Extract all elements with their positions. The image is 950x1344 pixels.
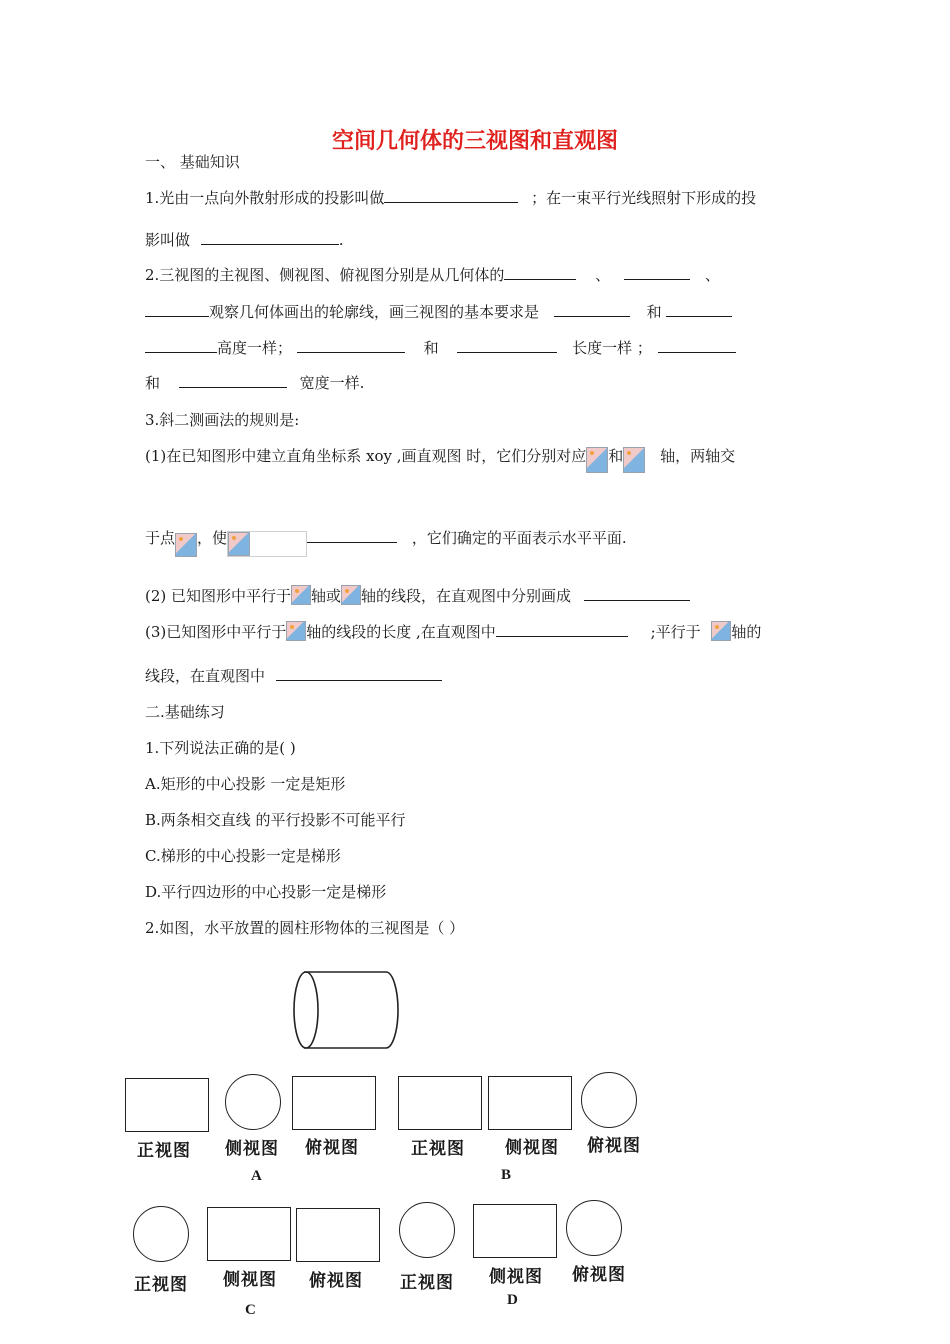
separator: 、 xyxy=(595,266,611,284)
option-c-label[interactable]: C xyxy=(245,1302,256,1318)
option-c-side-view-rectangle xyxy=(207,1207,291,1261)
question-1-line-1 xyxy=(145,188,756,208)
question-text: 轴或 xyxy=(311,587,342,605)
option-a-side-view-circle xyxy=(225,1074,281,1130)
answer-blank[interactable] xyxy=(584,586,690,601)
answer-blank[interactable] xyxy=(276,666,442,681)
option-b-side-view-label: 侧视图 xyxy=(505,1138,559,1158)
question-3-rule-2 xyxy=(145,585,690,606)
question-text: 于点 xyxy=(145,529,176,547)
answer-blank[interactable] xyxy=(201,230,339,245)
option-b-front-view-rectangle xyxy=(398,1076,482,1130)
option-b-top-view-label: 俯视图 xyxy=(587,1136,641,1156)
question-2-line-4 xyxy=(145,373,364,393)
question-3-rule-1-line-2 xyxy=(145,528,627,557)
broken-image-icon xyxy=(175,533,197,557)
answer-blank[interactable] xyxy=(504,265,576,280)
option-d-top-view-circle xyxy=(566,1200,622,1256)
exercise-1-option-a: A.矩形的中心投影 一定是矩形 xyxy=(145,775,346,793)
option-d-side-view-label: 侧视图 xyxy=(489,1267,543,1287)
option-b-front-view-label: 正视图 xyxy=(411,1139,465,1159)
question-text: 轴的线段，在直观图中分别画成 xyxy=(361,587,572,605)
broken-image-icon xyxy=(711,621,731,641)
question-2-line-2 xyxy=(145,302,732,322)
question-text: (3)已知图形中平行于 xyxy=(145,623,287,641)
answer-blank[interactable] xyxy=(384,188,518,203)
question-text: 轴的 xyxy=(731,623,762,641)
question-text: 线段，在直观图中 xyxy=(145,667,266,685)
question-2-line-1 xyxy=(145,265,720,285)
question-text: ;平行于 xyxy=(650,623,701,641)
option-a-top-view-rectangle xyxy=(292,1076,376,1130)
option-c-front-view-circle xyxy=(133,1206,189,1262)
option-a-label[interactable]: A xyxy=(251,1168,262,1184)
page-title: 空间几何体的三视图和直观图 xyxy=(331,129,618,154)
question-text: 宽度一样. xyxy=(299,374,365,392)
question-text: 1.光由一点向外散射形成的投影叫做 xyxy=(145,189,385,207)
answer-blank[interactable] xyxy=(457,338,557,353)
cylinder-back-face xyxy=(386,972,398,1048)
option-d-front-view-circle xyxy=(399,1202,455,1258)
question-3-rule-1-line-1 xyxy=(145,446,735,473)
separator: 、 xyxy=(704,266,720,284)
question-text: (1)在已知图形中建立直角坐标系 xoy ,画直观图 时，它们分别对应 xyxy=(145,447,587,465)
question-text: ，它们确定的平面表示水平平面. xyxy=(411,529,627,547)
broken-image-icon xyxy=(623,447,645,473)
answer-blank[interactable] xyxy=(496,622,628,637)
question-text: 高度一样； xyxy=(217,339,293,357)
conjunction: 和 xyxy=(646,303,662,321)
option-d-front-view-label: 正视图 xyxy=(400,1273,454,1293)
option-d-top-view-label: 俯视图 xyxy=(572,1265,626,1285)
option-c-top-view-rectangle xyxy=(296,1208,380,1262)
question-text: (2) 已知图形中平行于 xyxy=(145,587,292,605)
exercise-2-stem: 2.如图，水平放置的圆柱形物体的三视图是（ ） xyxy=(145,919,465,937)
option-c-front-view-label: 正视图 xyxy=(134,1275,188,1295)
answer-blank[interactable] xyxy=(145,302,209,317)
question-text: 影叫做 xyxy=(145,231,191,249)
section-heading-basic-knowledge: 一、 基础知识 xyxy=(145,153,240,171)
option-a-front-view-rectangle xyxy=(125,1078,209,1132)
image-placeholder-box xyxy=(227,531,307,557)
option-b-side-view-rectangle xyxy=(488,1076,572,1130)
question-text: ；在一束平行光线照射下形成的投 xyxy=(531,189,757,207)
answer-blank[interactable] xyxy=(145,338,217,353)
broken-image-icon xyxy=(586,447,608,473)
conjunction: 和 xyxy=(608,447,624,465)
option-c-side-view-label: 侧视图 xyxy=(223,1270,277,1290)
question-3-rule-3-line-1 xyxy=(145,621,761,642)
question-1-line-2 xyxy=(145,230,344,250)
question-text: ，使 xyxy=(197,529,228,547)
exercise-1-option-c: C.梯形的中心投影一定是梯形 xyxy=(145,847,341,865)
answer-blank[interactable] xyxy=(179,373,287,388)
broken-image-icon xyxy=(291,585,311,605)
answer-blank[interactable] xyxy=(666,302,732,317)
question-text: 2.三视图的主视图、侧视图、俯视图分别是从几何体的 xyxy=(145,266,505,284)
question-3-title: 3.斜二测画法的规则是: xyxy=(145,411,300,429)
question-text: 轴，两轴交 xyxy=(660,447,736,465)
question-2-line-3 xyxy=(145,338,736,358)
question-text: 轴的线段的长度 ,在直观图中 xyxy=(306,623,496,641)
option-a-top-view-label: 俯视图 xyxy=(305,1138,359,1158)
conjunction: 和 xyxy=(145,374,161,392)
answer-blank[interactable] xyxy=(307,528,397,543)
answer-blank[interactable] xyxy=(658,338,736,353)
section-heading-basic-practice: 二.基础练习 xyxy=(145,703,225,721)
broken-image-icon xyxy=(341,585,361,605)
cylinder-figure xyxy=(290,968,410,1052)
answer-blank[interactable] xyxy=(297,338,405,353)
option-c-top-view-label: 俯视图 xyxy=(309,1271,363,1291)
broken-image-icon xyxy=(286,621,306,641)
cylinder-front-face xyxy=(294,972,318,1048)
conjunction: 和 xyxy=(423,339,439,357)
question-text: 长度一样 ； xyxy=(572,339,652,357)
question-text: 观察几何体画出的轮廓线，画三视图的基本要求是 xyxy=(209,303,540,321)
question-3-rule-3-line-2 xyxy=(145,666,442,686)
broken-image-icon xyxy=(228,532,250,556)
option-a-side-view-label: 侧视图 xyxy=(225,1139,279,1159)
period: . xyxy=(338,231,344,249)
answer-blank[interactable] xyxy=(624,265,690,280)
option-d-label[interactable]: D xyxy=(507,1292,518,1308)
exercise-1-option-d: D.平行四边形的中心投影一定是梯形 xyxy=(145,883,387,901)
option-b-top-view-circle xyxy=(581,1072,637,1128)
exercise-1-option-b: B.两条相交直线 的平行投影不可能平行 xyxy=(145,811,406,829)
option-b-label[interactable]: B xyxy=(501,1167,512,1183)
option-a-front-view-label: 正视图 xyxy=(137,1141,191,1161)
option-d-side-view-rectangle xyxy=(473,1204,557,1258)
exercise-1-stem: 1.下列说法正确的是( ) xyxy=(145,739,296,757)
answer-blank[interactable] xyxy=(554,302,630,317)
